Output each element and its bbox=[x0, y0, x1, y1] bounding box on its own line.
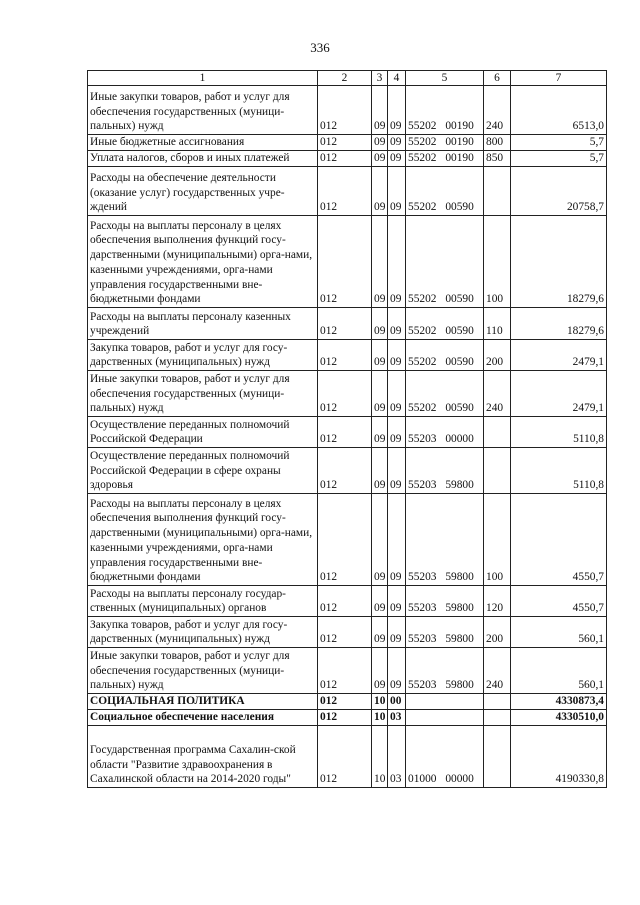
row-amount: 4330510,0 bbox=[511, 710, 607, 726]
row-target-article: 55202 00190 bbox=[406, 151, 484, 167]
table-row bbox=[88, 648, 607, 694]
row-amount: 560,1 bbox=[511, 617, 607, 648]
row-amount: 4550,7 bbox=[511, 494, 607, 586]
row-target-article: 55202 00590 bbox=[406, 371, 484, 417]
row-admin-code: 012 bbox=[318, 167, 372, 216]
row-expense-type bbox=[484, 710, 511, 726]
row-amount: 2479,1 bbox=[511, 371, 607, 417]
row-subsection: 00 bbox=[388, 694, 406, 710]
row-name: Расходы на выплаты персоналу казенных учреждений bbox=[88, 308, 318, 340]
row-target-article: 55203 59800 bbox=[406, 586, 484, 617]
row-admin-code: 012 bbox=[318, 417, 372, 448]
row-expense-type bbox=[484, 417, 511, 448]
row-name: Расходы на обеспечение деятельности (оказание услуг) государственных учре-ждений bbox=[88, 167, 318, 216]
row-section: 09 bbox=[372, 586, 388, 617]
row-amount: 5110,8 bbox=[511, 448, 607, 494]
row-subsection: 09 bbox=[388, 151, 406, 167]
table-row bbox=[88, 448, 607, 494]
table-row bbox=[88, 340, 607, 371]
row-admin-code: 012 bbox=[318, 726, 372, 788]
row-admin-code: 012 bbox=[318, 216, 372, 308]
row-subsection: 09 bbox=[388, 417, 406, 448]
row-target-article: 55202 00190 bbox=[406, 135, 484, 151]
row-expense-type: 240 bbox=[484, 86, 511, 135]
table-row bbox=[88, 710, 607, 726]
row-admin-code: 012 bbox=[318, 135, 372, 151]
row-section: 09 bbox=[372, 494, 388, 586]
row-amount: 5,7 bbox=[511, 135, 607, 151]
table-row bbox=[88, 308, 607, 340]
row-section: 09 bbox=[372, 617, 388, 648]
row-section: 09 bbox=[372, 308, 388, 340]
header-col-4: 4 bbox=[388, 71, 406, 86]
row-amount: 18279,6 bbox=[511, 216, 607, 308]
row-target-article: 01000 00000 bbox=[406, 726, 484, 788]
header-row bbox=[88, 71, 607, 86]
row-target-article: 55202 00190 bbox=[406, 86, 484, 135]
row-expense-type bbox=[484, 448, 511, 494]
row-expense-type: 200 bbox=[484, 617, 511, 648]
row-name: Иные бюджетные ассигнования bbox=[88, 135, 318, 151]
table-row bbox=[88, 617, 607, 648]
row-target-article: 55202 00590 bbox=[406, 216, 484, 308]
row-name: Иные закупки товаров, работ и услуг для обеспечения государственных (муници-пальных) нужд bbox=[88, 371, 318, 417]
row-admin-code: 012 bbox=[318, 371, 372, 417]
row-expense-type: 200 bbox=[484, 340, 511, 371]
row-name: Закупка товаров, работ и услуг для госу-дарственных (муниципальных) нужд bbox=[88, 617, 318, 648]
table-row bbox=[88, 151, 607, 167]
row-target-article: 55203 59800 bbox=[406, 494, 484, 586]
row-amount: 4330873,4 bbox=[511, 694, 607, 710]
row-subsection: 09 bbox=[388, 135, 406, 151]
row-name: Государственная программа Сахалин-ской области "Развитие здравоохранения в Сахалинской области на 2014-2020 годы" bbox=[88, 726, 318, 788]
row-target-article: 55203 59800 bbox=[406, 617, 484, 648]
row-name: Иные закупки товаров, работ и услуг для обеспечения государственных (муници-пальных) нужд bbox=[88, 648, 318, 694]
row-name: Расходы на выплаты персоналу государ-ственных (муниципальных) органов bbox=[88, 586, 318, 617]
row-name: Осуществление переданных полномочий Российской Федерации в сфере охраны здоровья bbox=[88, 448, 318, 494]
row-target-article: 55202 00590 bbox=[406, 340, 484, 371]
table-row bbox=[88, 371, 607, 417]
row-subsection: 09 bbox=[388, 86, 406, 135]
page-number: 336 bbox=[310, 40, 330, 55]
row-admin-code: 012 bbox=[318, 694, 372, 710]
row-admin-code: 012 bbox=[318, 586, 372, 617]
row-name: Осуществление переданных полномочий Российской Федерации bbox=[88, 417, 318, 448]
row-subsection: 03 bbox=[388, 726, 406, 788]
row-amount: 5110,8 bbox=[511, 417, 607, 448]
row-section: 09 bbox=[372, 86, 388, 135]
row-section: 09 bbox=[372, 216, 388, 308]
table-row bbox=[88, 494, 607, 586]
row-target-article: 55202 00590 bbox=[406, 308, 484, 340]
header-col-3: 3 bbox=[372, 71, 388, 86]
row-name: Расходы на выплаты персоналу в целях обеспечения выполнения функций госу-дарственными (муниципальными) орга-нами, казенными учреждениями, орга-нами управления государственными вне-бюджетными фондами bbox=[88, 494, 318, 586]
row-section: 09 bbox=[372, 417, 388, 448]
row-admin-code: 012 bbox=[318, 494, 372, 586]
row-subsection: 09 bbox=[388, 494, 406, 586]
row-target-article: 55202 00590 bbox=[406, 167, 484, 216]
row-expense-type: 110 bbox=[484, 308, 511, 340]
row-name: СОЦИАЛЬНАЯ ПОЛИТИКА bbox=[88, 694, 318, 710]
table-row bbox=[88, 726, 607, 788]
row-expense-type: 850 bbox=[484, 151, 511, 167]
table-row bbox=[88, 694, 607, 710]
row-amount: 4550,7 bbox=[511, 586, 607, 617]
row-amount: 2479,1 bbox=[511, 340, 607, 371]
row-expense-type bbox=[484, 694, 511, 710]
row-admin-code: 012 bbox=[318, 340, 372, 371]
row-target-article: 55203 59800 bbox=[406, 448, 484, 494]
row-target-article bbox=[406, 694, 484, 710]
row-expense-type bbox=[484, 167, 511, 216]
table-row bbox=[88, 417, 607, 448]
row-amount: 20758,7 bbox=[511, 167, 607, 216]
header-col-2: 2 bbox=[318, 71, 372, 86]
row-admin-code: 012 bbox=[318, 448, 372, 494]
header-col-5: 5 bbox=[406, 71, 484, 86]
row-section: 10 bbox=[372, 710, 388, 726]
row-subsection: 09 bbox=[388, 216, 406, 308]
row-amount: 560,1 bbox=[511, 648, 607, 694]
budget-table bbox=[87, 70, 607, 788]
header-col-6: 6 bbox=[484, 71, 511, 86]
row-amount: 4190330,8 bbox=[511, 726, 607, 788]
table-row bbox=[88, 86, 607, 135]
table-row bbox=[88, 167, 607, 216]
row-subsection: 09 bbox=[388, 586, 406, 617]
row-name: Социальное обеспечение населения bbox=[88, 710, 318, 726]
row-section: 09 bbox=[372, 340, 388, 371]
table-row bbox=[88, 135, 607, 151]
row-target-article: 55203 59800 bbox=[406, 648, 484, 694]
row-section: 09 bbox=[372, 151, 388, 167]
row-admin-code: 012 bbox=[318, 710, 372, 726]
row-target-article bbox=[406, 710, 484, 726]
row-expense-type: 100 bbox=[484, 494, 511, 586]
row-section: 09 bbox=[372, 167, 388, 216]
row-section: 10 bbox=[372, 726, 388, 788]
row-section: 09 bbox=[372, 371, 388, 417]
row-expense-type: 100 bbox=[484, 216, 511, 308]
row-subsection: 09 bbox=[388, 648, 406, 694]
row-name: Расходы на выплаты персоналу в целях обеспечения выполнения функций госу-дарственными (муниципальными) орга-нами, казенными учреждениями, орга-нами управления государственными вне-бюджетными фондами bbox=[88, 216, 318, 308]
row-expense-type: 240 bbox=[484, 648, 511, 694]
row-amount: 6513,0 bbox=[511, 86, 607, 135]
row-admin-code: 012 bbox=[318, 308, 372, 340]
row-subsection: 09 bbox=[388, 617, 406, 648]
row-expense-type bbox=[484, 726, 511, 788]
table-row bbox=[88, 586, 607, 617]
row-name: Иные закупки товаров, работ и услуг для обеспечения государственных (муници-пальных) нужд bbox=[88, 86, 318, 135]
row-name: Закупка товаров, работ и услуг для госу-дарственных (муниципальных) нужд bbox=[88, 340, 318, 371]
row-subsection: 03 bbox=[388, 710, 406, 726]
row-admin-code: 012 bbox=[318, 648, 372, 694]
row-section: 10 bbox=[372, 694, 388, 710]
row-expense-type: 800 bbox=[484, 135, 511, 151]
row-section: 09 bbox=[372, 135, 388, 151]
row-admin-code: 012 bbox=[318, 151, 372, 167]
row-admin-code: 012 bbox=[318, 617, 372, 648]
row-subsection: 09 bbox=[388, 340, 406, 371]
row-amount: 5,7 bbox=[511, 151, 607, 167]
row-name: Уплата налогов, сборов и иных платежей bbox=[88, 151, 318, 167]
table-row bbox=[88, 216, 607, 308]
row-target-article: 55203 00000 bbox=[406, 417, 484, 448]
row-expense-type: 120 bbox=[484, 586, 511, 617]
header-col-7: 7 bbox=[511, 71, 607, 86]
row-amount: 18279,6 bbox=[511, 308, 607, 340]
row-subsection: 09 bbox=[388, 308, 406, 340]
header-col-1: 1 bbox=[88, 71, 318, 86]
row-subsection: 09 bbox=[388, 167, 406, 216]
row-admin-code: 012 bbox=[318, 86, 372, 135]
row-section: 09 bbox=[372, 648, 388, 694]
row-subsection: 09 bbox=[388, 448, 406, 494]
row-subsection: 09 bbox=[388, 371, 406, 417]
row-expense-type: 240 bbox=[484, 371, 511, 417]
row-section: 09 bbox=[372, 448, 388, 494]
